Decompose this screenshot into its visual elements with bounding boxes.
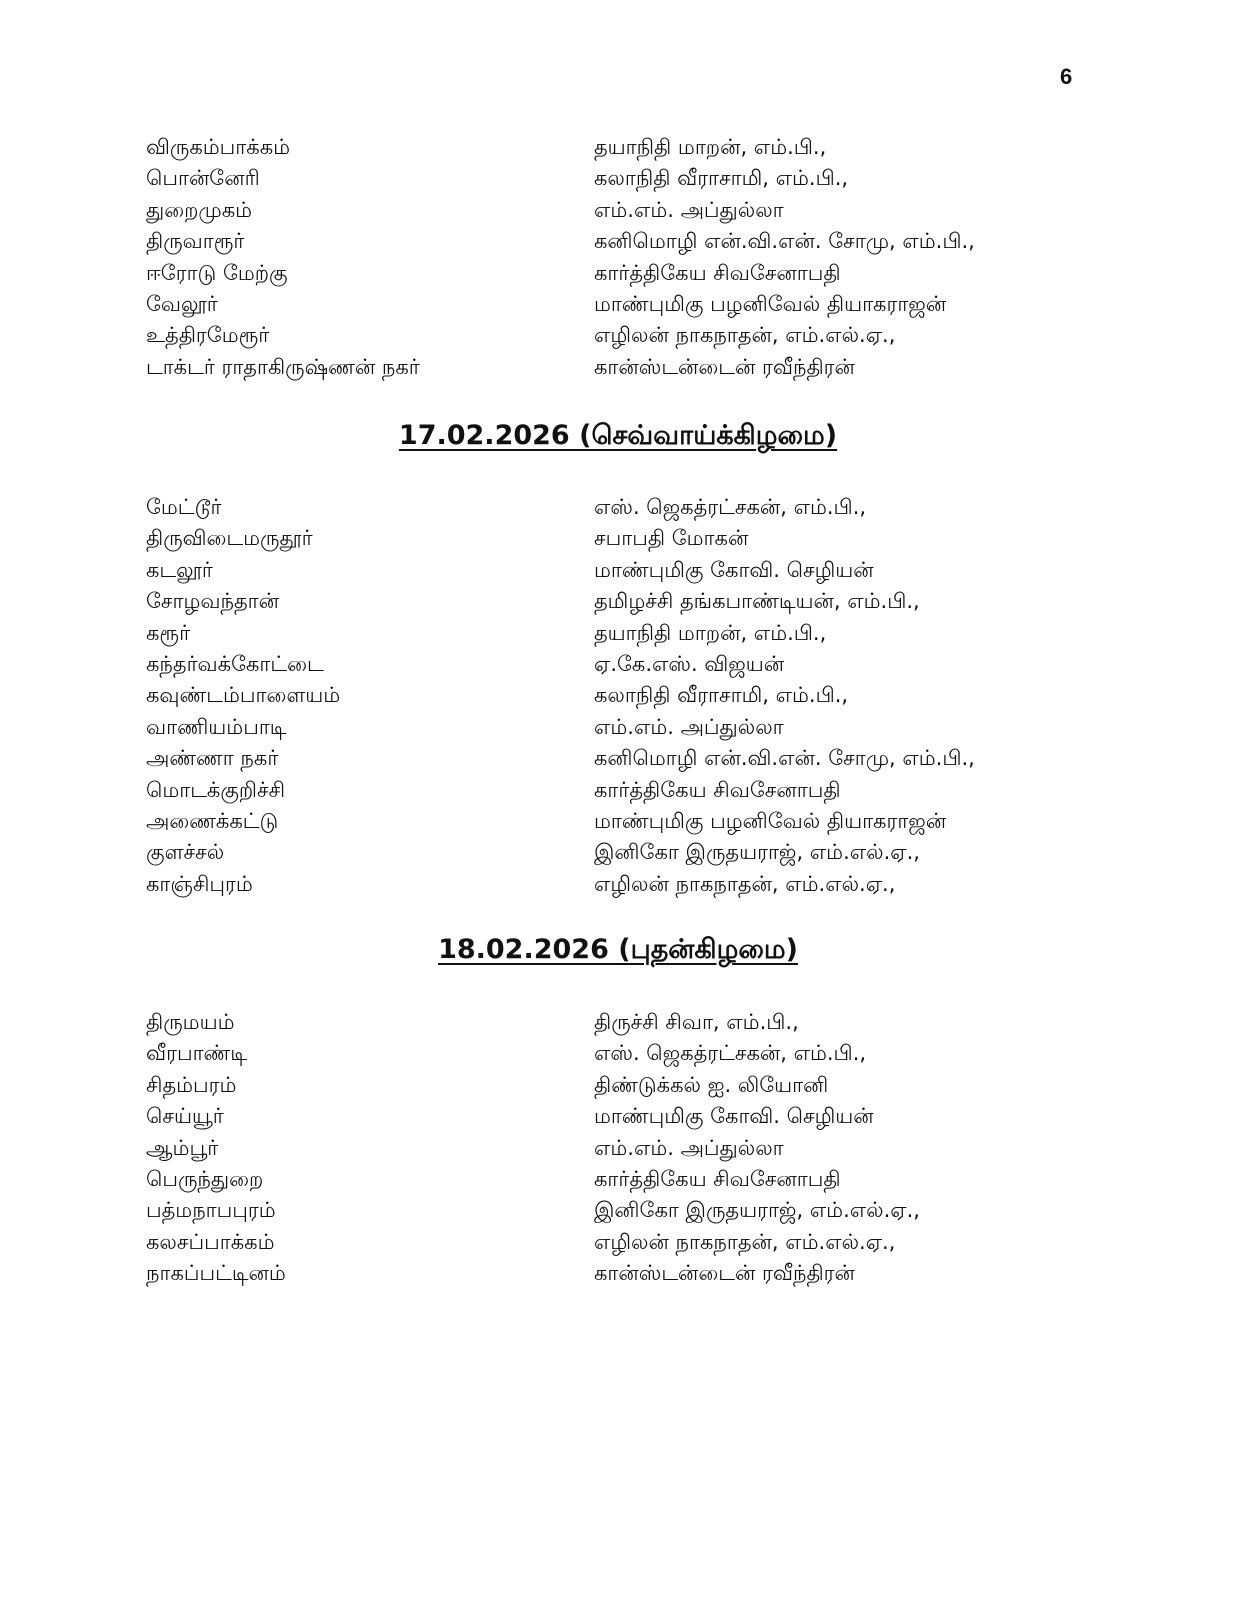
speaker-name: கலாநிதி வீராசாமி, எம்.பி., [594, 166, 849, 191]
speaker-name: கார்த்திகேய சிவசேனாபதி [594, 777, 841, 802]
schedule-row [146, 352, 1046, 383]
schedule-row [146, 1164, 1046, 1195]
speaker-name: கார்த்திகேய சிவசேனாபதி [594, 1166, 841, 1191]
speaker-name: திருச்சி சிவா, எம்.பி., [594, 1010, 799, 1034]
schedule-list-intro [146, 132, 1046, 383]
speaker-name: கலாநிதி வீராசாமி, எம்.பி., [594, 683, 849, 708]
constituency-name: வாணியம்பாடி [146, 714, 287, 739]
schedule-row [146, 806, 1046, 837]
speaker-name: கனிமொழி என்.வி.என். சோமு, எம்.பி., [594, 746, 975, 771]
schedule-row [146, 680, 1046, 711]
schedule-row [146, 1227, 1046, 1258]
speaker-name: எஸ். ஜெகத்ரட்சகன், எம்.பி., [594, 495, 867, 519]
constituency-name: சிதம்பரம் [146, 1072, 237, 1097]
schedule-row [146, 649, 1046, 680]
speaker-name: எழிலன் நாகநாதன், எம்.எல்.ஏ., [594, 1229, 896, 1254]
schedule-row [146, 258, 1046, 289]
speaker-name: இனிகோ இருதயராஜ், எம்.எல்.ஏ., [594, 840, 920, 865]
speaker-name: தமிழச்சி தங்கபாண்டியன், எம்.பி., [594, 589, 920, 614]
constituency-name: கரூர் [146, 620, 191, 645]
constituency-name: பத்மநாபபுரம் [146, 1198, 276, 1223]
page-number: 6 [1060, 64, 1073, 89]
constituency-name: திருவாரூர் [146, 229, 245, 254]
speaker-name: எழிலன் நாகநாதன், எம்.எல்.ஏ., [594, 323, 896, 348]
constituency-name: நாகப்பட்டினம் [146, 1261, 286, 1286]
schedule-row [146, 1038, 1046, 1069]
speaker-name: சபாபதி மோகன் [594, 526, 749, 551]
constituency-name: பொன்னேரி [146, 166, 260, 191]
schedule-row [146, 492, 1046, 523]
speaker-name: கனிமொழி என்.வி.என். சோமு, எம்.பி., [594, 229, 975, 254]
constituency-name: கலசப்பாக்கம் [146, 1229, 275, 1254]
schedule-row [146, 618, 1046, 649]
schedule-row [146, 226, 1046, 257]
speaker-name: எம்.எம். அப்துல்லா [594, 197, 784, 222]
speaker-name: தயாநிதி மாறன், எம்.பி., [594, 135, 827, 159]
schedule-row [146, 1195, 1046, 1226]
speaker-name: எஸ். ஜெகத்ரட்சகன், எம்.பி., [594, 1041, 867, 1066]
schedule-row [146, 320, 1046, 351]
schedule-row [146, 555, 1046, 586]
speaker-name: எம்.எம். அப்துல்லா [594, 1135, 784, 1160]
speaker-name: கான்ஸ்டன்டைன் ரவீந்திரன் [594, 1261, 855, 1286]
date-heading-17-02-2026: 17.02.2026 (செவ்வாய்க்கிழமை) [398, 420, 838, 451]
constituency-name: டாக்டர் ராதாகிருஷ்ணன் நகர் [146, 354, 420, 379]
constituency-name: கந்தர்வக்கோட்டை [146, 651, 324, 676]
speaker-name: தயாநிதி மாறன், எம்.பி., [594, 620, 827, 645]
schedule-list-18-02-2026 [146, 1007, 1046, 1290]
constituency-name: அணைக்கட்டு [146, 808, 279, 833]
schedule-row [146, 163, 1046, 194]
constituency-name: திருவிடைமருதூர் [146, 526, 313, 551]
schedule-row [146, 1070, 1046, 1101]
speaker-name: திண்டுக்கல் ஐ. லியோனி [594, 1072, 829, 1097]
constituency-name: கடலூர் [146, 557, 213, 582]
constituency-name: செய்யூர் [146, 1104, 224, 1129]
speaker-name: மாண்புமிகு கோவி. செழியன் [594, 557, 874, 582]
constituency-name: சோழவந்தான் [146, 589, 279, 614]
speaker-name: கான்ஸ்டன்டைன் ரவீந்திரன் [594, 354, 855, 379]
speaker-name: ஏ.கே.எஸ். விஜயன் [594, 651, 785, 676]
speaker-name: மாண்புமிகு பழனிவேல் தியாகராஜன் [594, 808, 947, 833]
schedule-row [146, 1133, 1046, 1164]
schedule-list-17-02-2026 [146, 492, 1046, 900]
date-heading-18-02-2026: 18.02.2026 (புதன்கிழமை) [438, 934, 798, 965]
constituency-name: மொடக்குறிச்சி [146, 777, 286, 802]
constituency-name: காஞ்சிபுரம் [146, 871, 253, 896]
schedule-row [146, 1007, 1046, 1038]
speaker-name: எழிலன் நாகநாதன், எம்.எல்.ஏ., [594, 871, 896, 896]
schedule-row [146, 775, 1046, 806]
constituency-name: மேட்டூர் [146, 495, 222, 519]
speaker-name: மாண்புமிகு கோவி. செழியன் [594, 1104, 874, 1129]
constituency-name: உத்திரமேரூர் [146, 323, 270, 348]
constituency-name: ஈரோடு மேற்கு [146, 260, 288, 285]
speaker-name: கார்த்திகேய சிவசேனாபதி [594, 260, 841, 285]
schedule-row [146, 712, 1046, 743]
schedule-row [146, 289, 1046, 320]
constituency-name: கவுண்டம்பாளையம் [146, 683, 341, 708]
constituency-name: துறைமுகம் [146, 197, 253, 222]
constituency-name: விருகம்பாக்கம் [146, 135, 291, 159]
speaker-name: எம்.எம். அப்துல்லா [594, 714, 784, 739]
speaker-name: மாண்புமிகு பழனிவேல் தியாகராஜன் [594, 291, 947, 316]
constituency-name: வீரபாண்டி [146, 1041, 247, 1066]
schedule-row [146, 523, 1046, 554]
constituency-name: திருமயம் [146, 1010, 235, 1034]
schedule-row [146, 1258, 1046, 1289]
constituency-name: பெருந்துறை [146, 1166, 264, 1191]
constituency-name: வேலூர் [146, 291, 218, 316]
schedule-row [146, 743, 1046, 774]
schedule-row [146, 195, 1046, 226]
schedule-row [146, 1101, 1046, 1132]
schedule-row [146, 586, 1046, 617]
schedule-row [146, 132, 1046, 163]
constituency-name: குளச்சல் [146, 840, 225, 865]
speaker-name: இனிகோ இருதயராஜ், எம்.எல்.ஏ., [594, 1198, 920, 1223]
schedule-row [146, 837, 1046, 868]
constituency-name: ஆம்பூர் [146, 1135, 219, 1160]
constituency-name: அண்ணா நகர் [146, 746, 279, 771]
schedule-row [146, 869, 1046, 900]
